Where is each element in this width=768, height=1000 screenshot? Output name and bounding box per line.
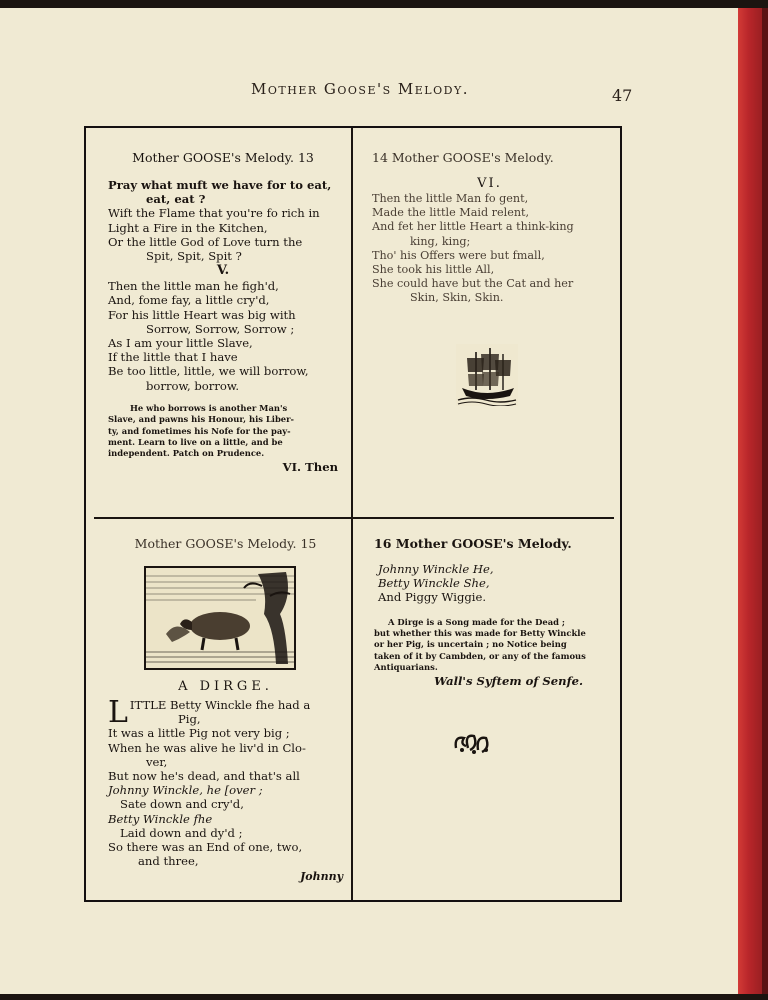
footnote-line: independent. Patch on Prudence. [108,448,265,459]
verse-line: But now he's dead, and that's all [108,769,300,784]
stanza-number: V. [216,263,230,279]
footnote-line: but whether this was made for Betty Winckle [374,628,586,639]
ship-woodcut [456,344,518,406]
verse-line: Tho' his Offers were but fmall, [372,248,545,262]
book-cover-shadow [762,8,768,994]
stanza-number: VI. [477,176,502,191]
verse-line: She could have but the Cat and her [372,277,574,291]
verse-line: Pig, [178,712,201,727]
verse-line: Made the little Maid relent, [372,206,530,220]
footnote-line: Slave, and pawns his Honour, his Liber- [108,414,295,425]
drop-cap: L [108,695,128,730]
verse-line: and three, [138,854,199,869]
verse-line: ITTLE Betty Winckle fhe had a [129,698,311,712]
verse-line: Light a Fire in the Kitchen, [108,220,268,235]
page-header: Mother GOOSE's Melody. 15 [134,536,317,551]
verse-line: Johnny Winckle He, [378,562,494,576]
page-header: Mother GOOSE's Melody. 13 [132,150,314,165]
verse-line: Wift the Flame that you're fo rich in [108,206,320,221]
verse-line: Laid down and dy'd ; [120,825,243,840]
verse-line: eat, eat ? [146,192,206,207]
verse-line: Betty Winckle fhe [108,811,213,826]
footnote-line: A Dirge is a Song made for the Dead ; [388,616,566,627]
attribution: Wall's Syftem of Senfe. [434,673,583,688]
facsimile-page-16 [374,536,609,886]
verse-line: Spit, Spit, Spit ? [146,249,242,264]
verse-line: Betty Winckle She, [378,576,490,591]
top-edge [0,0,768,8]
page-header: 14 Mother GOOSE's Melody. [372,150,554,165]
verse-line: As I am your little Slave, [108,336,253,351]
verse-line: Then the little Man fo gent, [372,192,529,205]
printer-ornament [452,730,494,756]
catchword: Johnny [300,870,343,884]
verse-line: Then the little man he figh'd, [108,279,279,294]
pig-woodcut [144,566,296,670]
verse-line: Skin, Skin, Skin. [410,291,504,305]
page-header: 16 Mother GOOSE's Melody. [374,536,572,551]
verse-line: ver, [146,754,168,769]
verse-line: When he was alive he liv'd in Clo- [108,740,306,755]
page-number: 47 [612,86,633,105]
verse-line: Or the little God of Love turn the [108,234,303,249]
verse-line: borrow, borrow. [146,378,240,393]
catchword: VI. Then [282,459,338,474]
footnote-line: He who borrows is another Man's [130,402,288,413]
row-divider [94,517,614,519]
verse-line: She took his little All, [372,263,495,277]
verse-line: If the little that I have [108,350,238,365]
verse-line: Johnny Winckle, he [over ; [108,783,263,798]
footnote-line: ty, and fometimes his Nofe for the pay- [108,425,291,436]
column-divider [351,128,353,900]
footnote-line: ment. Learn to live on a little, and be [108,437,283,448]
verse-line: And Piggy Wiggie. [378,590,487,605]
facsimile-page-14 [372,150,607,510]
verse-line: Be too little, little, we will borrow, [108,364,309,379]
footnote-line: taken of it by Cambden, or any of the famous [374,650,586,661]
verse-line: So there was an End of one, two, [108,840,303,855]
dirge-title: A DIRGE. [178,679,273,694]
footnote-line: or her Pig, is uncertain ; no Notice being [374,639,567,650]
verse-line: It was a little Pig not very big ; [108,726,290,741]
verse-line: king, king; [410,234,471,248]
footnote-line: Antiquarians. [374,662,438,673]
facsimile-page-13 [108,150,338,510]
book-cover-edge [738,8,762,994]
verse-line: And, fome fay, a little cry'd, [108,293,270,308]
verse-line: Sorrow, Sorrow, Sorrow ; [146,321,295,336]
verse-line: And fet her little Heart a think-king [372,220,574,234]
running-head: Mother Goose's Melody. [251,80,469,98]
verse-line: Sate down and cry'd, [120,797,244,812]
verse-line: Pray what muft we have for to eat, [108,178,332,192]
verse-line: For his little Heart was big with [108,307,296,322]
